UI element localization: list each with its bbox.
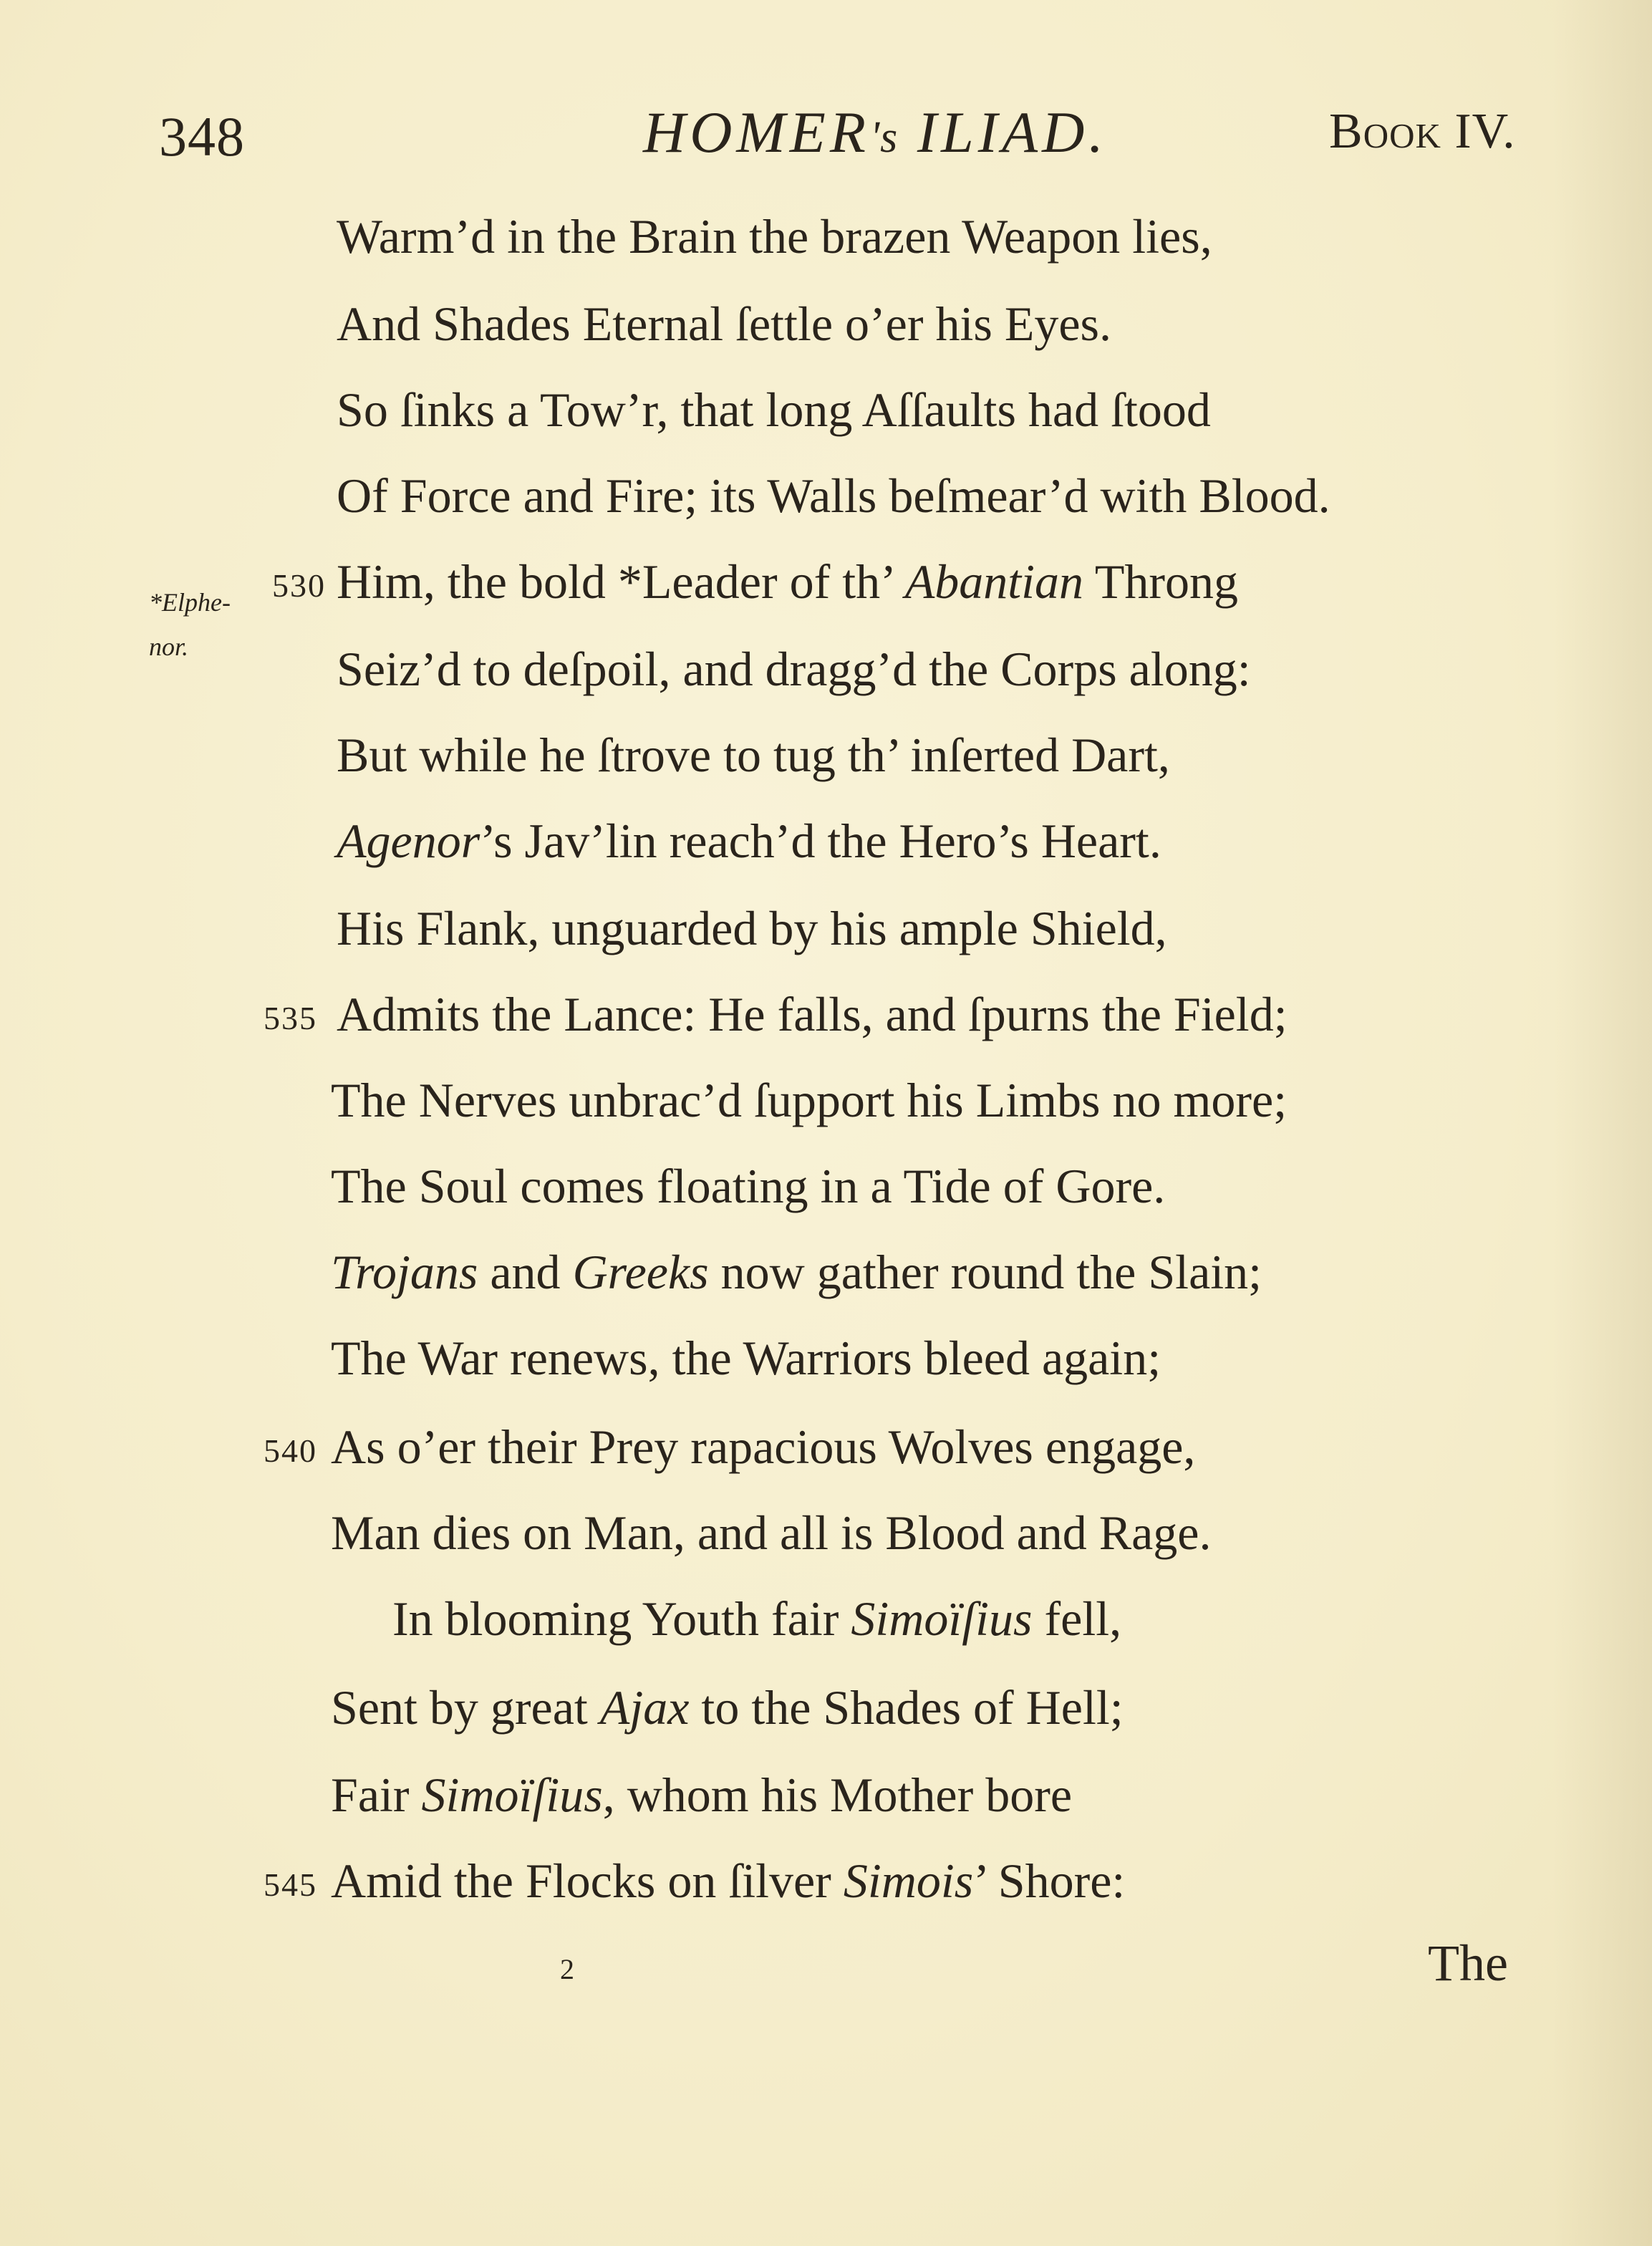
verse-segment: now gather round the Slain; <box>708 1245 1262 1299</box>
verse-segment: His Flank, unguarded by his ample Shield, <box>337 901 1167 955</box>
verse-segment-italic: Agenor <box>337 814 480 868</box>
verse-line <box>0 1236 1652 1308</box>
line-number: 530 <box>272 567 326 604</box>
verse-text <box>331 1322 1161 1394</box>
verse-segment: Seiz’d to deſpoil, and dragg’d the Corps along: <box>337 642 1251 696</box>
page-number: 348 <box>159 105 245 168</box>
verse-segment: As o’er their Prey rapacious Wolves engage, <box>331 1420 1196 1474</box>
verse-segment: , whom his Mother bore <box>602 1768 1073 1822</box>
verse-segment: Admits the Lance: He falls, and ſpurns the Field; <box>337 987 1288 1041</box>
verse-line <box>0 1759 1652 1831</box>
verse-text <box>337 892 1167 964</box>
verse-segment: Warm’d in the Brain the brazen Weapon lies, <box>337 209 1212 264</box>
verse-line <box>0 1672 1652 1743</box>
verse-line <box>0 892 1652 964</box>
verse-segment-italic: Ajax <box>599 1680 690 1735</box>
verse-line <box>0 288 1652 360</box>
verse-line <box>0 1150 1652 1222</box>
verse-text <box>331 1411 1195 1483</box>
verse-text <box>337 719 1170 791</box>
verse-line <box>0 805 1652 877</box>
verse-segment: ’ Shore: <box>973 1854 1126 1908</box>
verse-line <box>0 1497 1652 1568</box>
verse-text <box>337 978 1288 1050</box>
verse-text <box>331 1497 1211 1568</box>
verse-segment: And Shades Eternal ſettle o’er his Eyes. <box>337 297 1112 351</box>
verse-segment: fell, <box>1032 1591 1122 1646</box>
verse-text <box>331 1845 1125 1917</box>
margin-note-line-1: *Elphe- <box>149 588 231 617</box>
verse-text <box>337 374 1211 445</box>
verse-line <box>0 546 1652 617</box>
verse-text <box>337 633 1251 705</box>
verse-segment: Of Force and Fire; its Walls beſmear’d with Blood. <box>337 468 1330 523</box>
verse-text <box>331 1672 1124 1743</box>
verse-text <box>331 1064 1287 1136</box>
verse-segment: and <box>478 1245 573 1299</box>
verse-segment-italic: Simois <box>843 1854 974 1908</box>
verse-segment: But while he ſtrove to tug th’ inſerted Dart, <box>337 728 1170 782</box>
running-title-iliad: ILIAD. <box>898 100 1108 165</box>
verse-text <box>337 805 1161 877</box>
verse-segment: Him, the bold *Leader of th’ <box>337 554 905 609</box>
verse-segment: The Soul comes floating in a Tide of Gore. <box>331 1159 1166 1213</box>
running-title-homer: HOMER <box>643 100 870 165</box>
line-number: 535 <box>264 1000 317 1036</box>
verse-segment-italic: Simoïſius <box>421 1768 603 1822</box>
verse-segment: Amid the Flocks on ſilver <box>331 1854 844 1908</box>
verse-segment: In blooming Youth fair <box>392 1591 851 1646</box>
verse-line <box>0 1845 1652 1917</box>
verse-segment: The War renews, the Warriors bleed again; <box>331 1331 1161 1385</box>
verse-segment-italic: Trojans <box>331 1245 478 1299</box>
running-title-possessive: 's <box>869 113 899 162</box>
running-header <box>0 99 1652 178</box>
book-label: Book IV. <box>1329 104 1516 159</box>
verse-line <box>0 460 1652 531</box>
verse-segment: Throng <box>1083 554 1239 609</box>
verse-line <box>0 719 1652 791</box>
verse-line <box>0 1322 1652 1394</box>
verse-line <box>0 1411 1652 1483</box>
verse-line <box>0 978 1652 1050</box>
verse-text <box>331 1759 1072 1831</box>
verse-segment: ’s Jav’lin reach’d the Hero’s Heart. <box>480 814 1161 868</box>
line-number: 540 <box>264 1432 317 1469</box>
verse-segment-italic: Greeks <box>572 1245 709 1299</box>
running-title <box>643 99 1108 166</box>
verse-text <box>331 1150 1165 1222</box>
verse-line <box>0 201 1652 272</box>
verse-segment: to the Shades of Hell; <box>689 1680 1124 1735</box>
verse-text <box>392 1583 1121 1654</box>
verse-text <box>337 201 1212 272</box>
verse-segment-italic: Abantian <box>904 554 1084 609</box>
verse-segment: The Nerves unbrac’d ſupport his Limbs no more; <box>331 1073 1288 1127</box>
verse-text <box>337 288 1111 360</box>
verse-line <box>0 633 1652 705</box>
verse-segment: So ſinks a Tow’r, that long Aſſaults had ſtood <box>337 382 1211 437</box>
verse-line <box>0 1583 1652 1654</box>
verse-line <box>0 374 1652 445</box>
margin-note-line-2: nor. <box>149 632 189 661</box>
verse-segment: Fair <box>331 1768 422 1822</box>
verse-segment: Sent by great <box>331 1680 600 1735</box>
verse-line <box>0 1064 1652 1136</box>
verse-segment-italic: Simoïſius <box>851 1591 1033 1646</box>
line-number: 545 <box>264 1866 317 1903</box>
verse-text <box>337 460 1330 531</box>
verse-text <box>331 1236 1262 1308</box>
catchword: The <box>1428 1934 1508 1992</box>
verse-text <box>337 546 1238 617</box>
signature-mark: 2 <box>560 1953 574 1985</box>
verse-segment: Man dies on Man, and all is Blood and Rage. <box>331 1505 1212 1560</box>
